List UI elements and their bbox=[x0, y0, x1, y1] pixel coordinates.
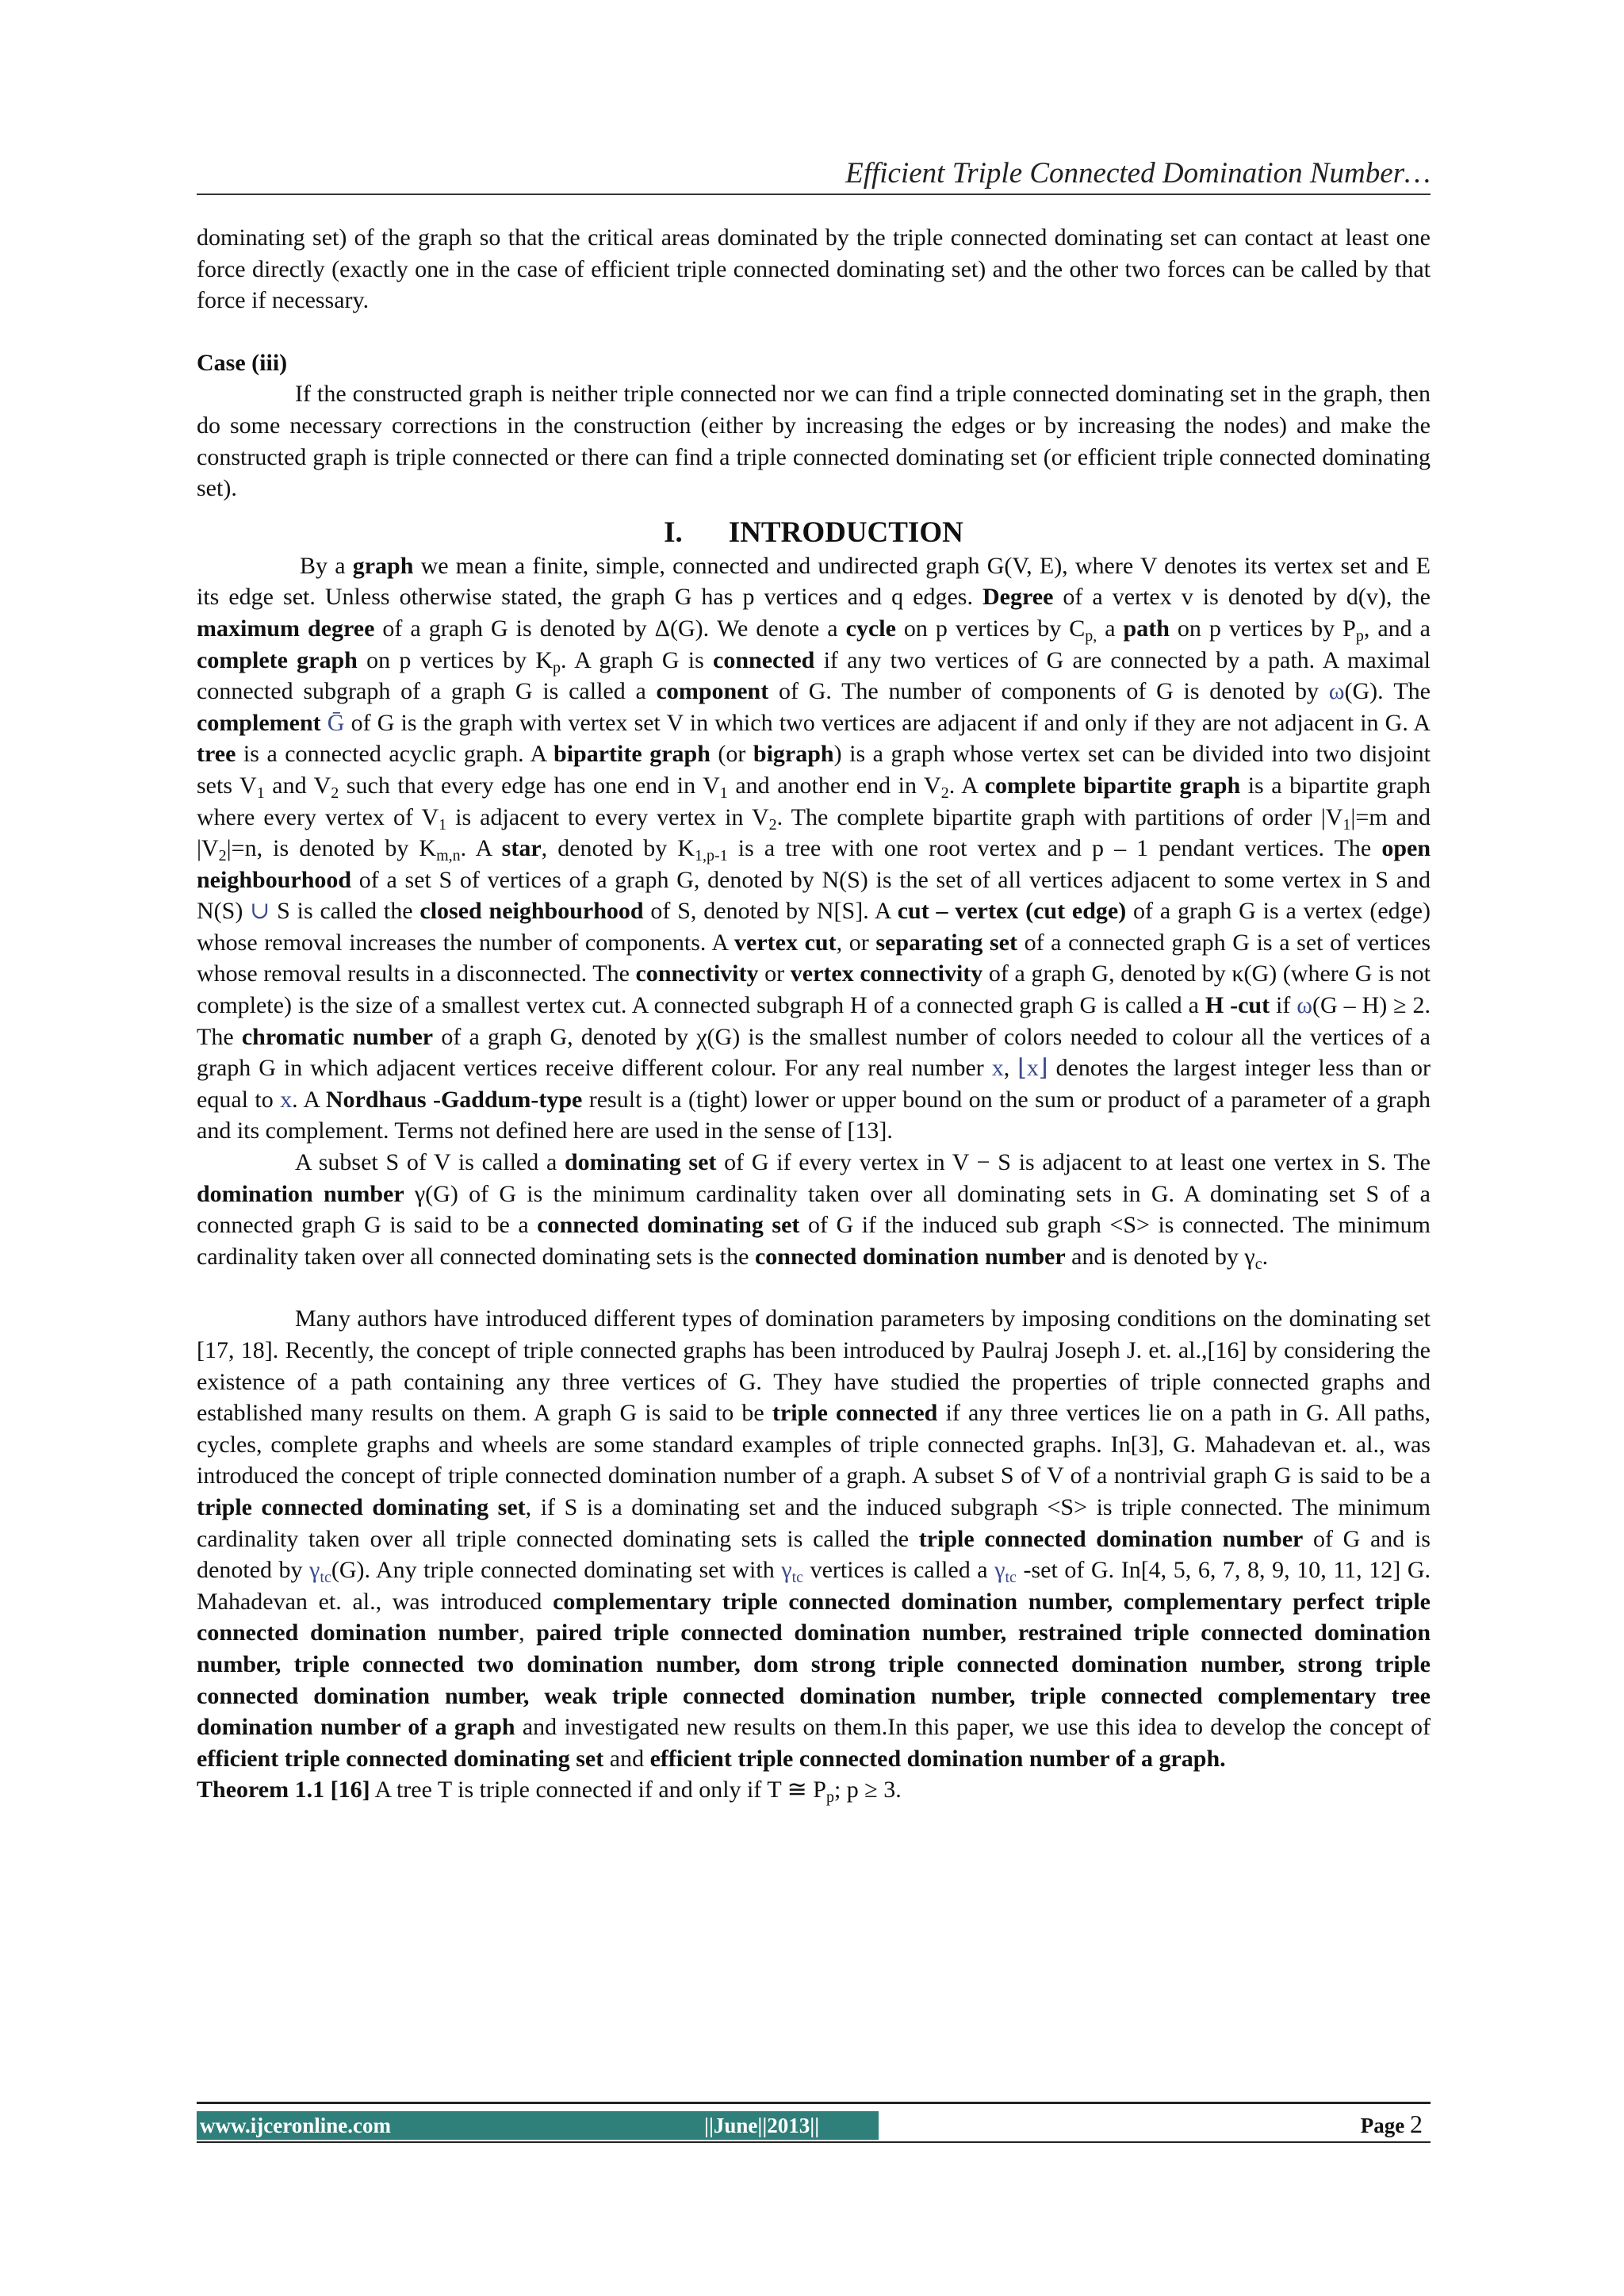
page-body bbox=[197, 222, 1431, 1806]
section-number: I. bbox=[664, 516, 683, 549]
section-heading bbox=[197, 516, 1431, 550]
footer-page: Page 2 bbox=[1360, 2110, 1423, 2138]
footer-date: ||June||2013|| bbox=[704, 2114, 820, 2137]
running-header bbox=[197, 149, 1431, 195]
continuation-paragraph: dominating set) of the graph so that the critical areas dominated by the triple connected dominating set can contact at least one force directly (exactly one in the case of efficient triple connected dominating set) and the other two forces can be called by that force if necessary. bbox=[197, 224, 1431, 314]
intro-paragraph-domination: A subset S of V is called a dominating set of G if every vertex in V − S is adjacent to at least one vertex in S. The domination number γ(G) of G is the minimum cardinality taken over all dominating sets in G. A dominating set S of a connected graph G is said to be a connected dominating set of G if the induced sub graph <S> is connected. The minimum cardinality taken over all connected dominating sets is the connected domination number and is denoted by $\gamma_c$. bbox=[197, 1149, 1431, 1273]
intro-paragraph-history: Many authors have introduced different types of domination parameters by imposing conditions on the dominating set [17, 18]. Recently, the concept of triple connected graphs has been introduced by Paulraj Joseph J. et. al.,[16] by considering the existence of a path containing any three vertices of G. They have studied the properties of triple connected graphs and established many results on them. A graph G is said to be triple connected if any three vertices lie on a path in G. All paths, cycles, complete graphs and wheels are some standard examples of triple connected graphs. In[3], G. Mahadevan et. al., was introduced the concept of triple connected domination number of a graph. A subset S of V of a nontrivial graph G is said to be a triple connected dominating set, if S is a dominating set and the induced subgraph <S> is triple connected. The minimum cardinality taken over all triple connected dominating sets is called the triple connected domination number of G and is denoted by $\gamma_{tc}(G)$. Any triple connected dominating set with $\gamma_{tc}$ vertices is called a $\gamma_{tc}$ -set of G. In[4, 5, 6, 7, 8, 9, 10, 11, 12] G. Mahadevan et. al., was introduced complementary triple connected domination number, complementary perfect triple connected domination number, paired triple connected domination number, restrained triple connected domination number, triple connected two domination number, dom strong triple connected domination number, strong triple connected domination number, weak triple connected domination number, triple connected complementary tree domination number of a graph and investigated new results on them.In this paper, we use this idea to develop the concept of efficient triple connected dominating set and efficient triple connected domination number of a graph. bbox=[197, 1305, 1431, 1772]
page-number: 2 bbox=[1410, 2110, 1423, 2138]
running-title: Efficient Triple Connected Domination Number… bbox=[845, 157, 1431, 190]
case-iii-paragraph: If the constructed graph is neither triple connected nor we can find a triple connected dominating set in the graph, then do some necessary corrections in the construction (either by increasing the edges or by increasing the nodes) and make the constructed graph is triple connected or there can find a triple connected dominating set (or efficient triple connected dominating set). bbox=[197, 381, 1431, 502]
theorem-label: Theorem 1.1 [16] bbox=[197, 1777, 370, 1803]
footer-rule-top bbox=[197, 2102, 1431, 2104]
footer-rule-bottom bbox=[197, 2141, 1431, 2143]
intro-paragraph-definitions: By a graph we mean a finite, simple, connected and undirected graph G(V, E), where V denotes its vertex set and E its edge set. Unless otherwise stated, the graph G has p vertices and q edges. Degree of a vertex v is denoted by d(v), the maximum degree of a graph G is denoted by Δ(G). We denote a cycle on p vertices by $C_{p,}$ a path on p vertices by $P_p$, and a complete graph on p vertices by $K_p$. A graph G is connected if any two vertices of G are connected by a path. A maximal connected subgraph of a graph G is called a component of G. The number of components of G is denoted by ω(G). The complement Ḡ of G is the graph with vertex set V in which two vertices are adjacent if and only if they are not adjacent in G. A tree is a connected acyclic graph. A bipartite graph (or bigraph) is a graph whose vertex set can be divided into two disjoint sets $V_1$ and $V_2$ such that every edge has one end in $V_1$ and another end in $V_2$. A complete bipartite graph is a bipartite graph where every vertex of $V_1$ is adjacent to every vertex in $V_2$. The complete bipartite graph with partitions of order $|V_1|=m$ and $|V_2|=n$, is denoted by $K_{m,n}$. A star, denoted by $K_{1,p-1}$ is a tree with one root vertex and p – 1 pendant vertices. The open neighbourhood of a set S of vertices of a graph G, denoted by N(S) is the set of all vertices adjacent to some vertex in S and N(S) ∪ S is called the closed neighbourhood of S, denoted by N[S]. A cut – vertex (cut edge) of a graph G is a vertex (edge) whose removal increases the number of components. A vertex cut, or separating set of a connected graph G is a set of vertices whose removal results in a disconnected. The connectivity or vertex connectivity of a graph G, denoted by κ(G) (where G is not complete) is the size of a smallest vertex cut. A connected subgraph H of a connected graph G is called a H -cut if ω(G – H) ≥ 2. The chromatic number of a graph G, denoted by χ(G) is the smallest number of colors needed to colour all the vertices of a graph G in which adjacent vertices receive different colour. For any real number x, ⌊x⌋ denotes the largest integer less than or equal to x. A Nordhaus -Gaddum-type result is a (tight) lower or upper bound on the sum or product of a parameter of a graph and its complement. Terms not defined here are used in the sense of [13]. bbox=[197, 552, 1431, 1144]
section-title: INTRODUCTION bbox=[728, 516, 963, 549]
case-iii-heading: Case (iii) bbox=[197, 349, 288, 376]
page-footer bbox=[197, 2102, 1431, 2145]
theorem-1-1: Theorem 1.1 [16] A tree T is triple connected if and only if T ≅ $P_p$; p ≥ 3. bbox=[197, 1777, 902, 1807]
footer-website[interactable]: www.ijceronline.com bbox=[200, 2114, 391, 2137]
